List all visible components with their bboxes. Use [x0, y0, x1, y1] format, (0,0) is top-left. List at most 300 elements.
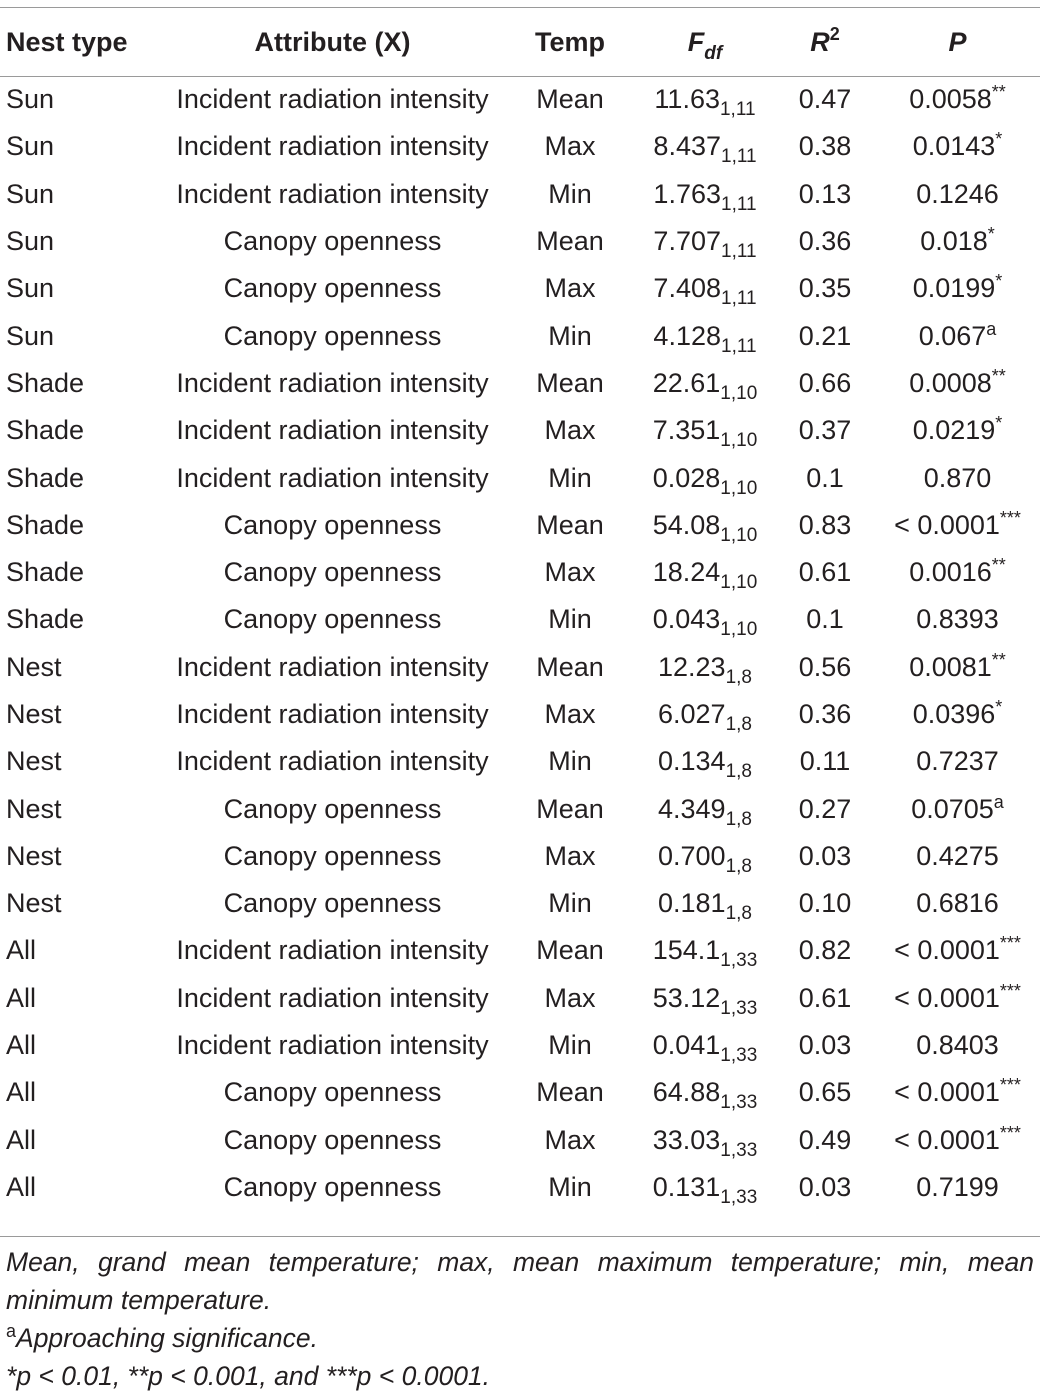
- cell-f: [635, 454, 775, 501]
- table-body: [0, 76, 1040, 1211]
- f-value: 0.041: [652, 1030, 721, 1061]
- r2-value: 0.1: [806, 604, 844, 635]
- cell-f: [635, 123, 775, 170]
- header-f-sub: df: [704, 42, 723, 64]
- p-significance: a: [986, 318, 997, 339]
- f-value: 0.131: [652, 1171, 721, 1202]
- cell-nest-type: [0, 312, 160, 359]
- cell-p: [875, 833, 1040, 880]
- cell-temp: [505, 1117, 635, 1164]
- f-df: 1,10: [720, 524, 758, 546]
- cell-nest-type: [0, 975, 160, 1022]
- cell-r2: [775, 549, 875, 596]
- nest-type-text: Nest: [6, 746, 62, 777]
- cell-p: [875, 691, 1040, 738]
- cell-attribute: [160, 312, 505, 359]
- cell-p: [875, 1069, 1040, 1116]
- r2-value: 0.61: [798, 982, 852, 1013]
- p-significance: ***: [999, 933, 1021, 954]
- cell-r2: [775, 454, 875, 501]
- p-value: 0.0008: [909, 367, 992, 398]
- cell-attribute: [160, 1117, 505, 1164]
- cell-nest-type: [0, 407, 160, 454]
- temp-text: Max: [544, 273, 596, 304]
- temp-text: Min: [548, 604, 592, 635]
- p-significance: **: [991, 365, 1006, 386]
- r2-value: 0.10: [798, 888, 852, 919]
- cell-nest-type: [0, 549, 160, 596]
- header-attribute: Attribute (X): [254, 26, 411, 57]
- cell-p: [875, 1117, 1040, 1164]
- attribute-text: Canopy openness: [223, 793, 442, 824]
- table-row: [0, 833, 1040, 880]
- f-value: 64.88: [652, 1077, 721, 1108]
- header-row: [0, 8, 1040, 76]
- cell-r2: [775, 1069, 875, 1116]
- cell-f: [635, 76, 775, 123]
- p-value: 0.067: [918, 320, 987, 351]
- f-df: 1,11: [721, 193, 757, 215]
- p-value: 0.0396: [912, 699, 996, 729]
- attribute-text: Canopy openness: [223, 273, 442, 304]
- p-value: < 0.0001: [894, 982, 1000, 1013]
- cell-temp: [505, 880, 635, 927]
- cell-f: [635, 738, 775, 785]
- r2-value: 0.61: [798, 557, 852, 588]
- cell-p: [875, 738, 1040, 785]
- cell-r2: [775, 975, 875, 1022]
- cell-nest-type: [0, 785, 160, 832]
- cell-f: [635, 407, 775, 454]
- table-row: [0, 265, 1040, 312]
- temp-text: Max: [544, 415, 596, 446]
- f-value: 7.707: [653, 226, 721, 257]
- r2-value: 0.13: [798, 178, 852, 209]
- cell-temp: [505, 927, 635, 974]
- cell-f: [635, 1069, 775, 1116]
- cell-f: [635, 644, 775, 691]
- cell-f: [635, 171, 775, 218]
- cell-r2: [775, 1022, 875, 1069]
- cell-r2: [775, 407, 875, 454]
- table-row: [0, 596, 1040, 643]
- cell-temp: [505, 265, 635, 312]
- cell-temp: [505, 738, 635, 785]
- bottom-rule: [0, 1236, 1040, 1237]
- cell-temp: [505, 596, 635, 643]
- cell-p: [875, 785, 1040, 832]
- cell-temp: [505, 1022, 635, 1069]
- temp-text: Max: [544, 557, 596, 588]
- nest-type-text: Nest: [6, 793, 62, 824]
- f-df: 1,8: [725, 714, 752, 735]
- nest-type-text: Shade: [6, 415, 85, 446]
- cell-nest-type: [0, 927, 160, 974]
- table-row: [0, 1069, 1040, 1116]
- p-value: 0.1246: [916, 178, 999, 209]
- cell-p: [875, 927, 1040, 974]
- cell-attribute: [160, 596, 505, 643]
- p-significance: ***: [999, 507, 1021, 528]
- cell-r2: [775, 833, 875, 880]
- p-significance: **: [991, 649, 1006, 670]
- p-value: 0.870: [923, 462, 992, 493]
- cell-r2: [775, 312, 875, 359]
- cell-nest-type: [0, 644, 160, 691]
- cell-r2: [775, 502, 875, 549]
- nest-type-text: Nest: [6, 699, 62, 729]
- temp-text: Min: [548, 320, 592, 351]
- temp-text: Min: [548, 462, 592, 493]
- header-r-main: R: [810, 26, 830, 57]
- attribute-text: Canopy openness: [223, 320, 442, 351]
- temp-text: Mean: [536, 84, 604, 115]
- header-f: [635, 8, 775, 76]
- r2-value: 0.03: [798, 840, 852, 871]
- cell-attribute: [160, 123, 505, 170]
- p-significance: ***: [999, 1075, 1021, 1096]
- attribute-text: Canopy openness: [223, 557, 442, 588]
- f-value: 0.700: [658, 840, 726, 871]
- f-df: 1,33: [720, 1139, 758, 1161]
- cell-r2: [775, 738, 875, 785]
- cell-p: [875, 502, 1040, 549]
- nest-type-text: All: [6, 1124, 37, 1155]
- attribute-text: Canopy openness: [223, 226, 442, 257]
- cell-attribute: [160, 975, 505, 1022]
- f-df: 1,10: [720, 572, 758, 594]
- header-nest-type: Nest type: [6, 26, 128, 57]
- nest-type-text: Sun: [6, 178, 55, 209]
- r2-value: 0.36: [798, 699, 852, 729]
- cell-r2: [775, 360, 875, 407]
- attribute-text: Canopy openness: [223, 1124, 442, 1155]
- nest-type-text: Shade: [6, 604, 85, 635]
- r2-value: 0.03: [798, 1171, 852, 1202]
- cell-r2: [775, 171, 875, 218]
- table-row: [0, 1164, 1040, 1211]
- cell-nest-type: [0, 596, 160, 643]
- p-significance: *: [995, 271, 1003, 292]
- cell-f: [635, 1022, 775, 1069]
- header-p: [875, 8, 1040, 76]
- temp-text: Min: [548, 888, 592, 919]
- r2-value: 0.56: [798, 651, 852, 682]
- temp-text: Min: [548, 178, 592, 209]
- cell-f: [635, 927, 775, 974]
- attribute-text: Canopy openness: [223, 1077, 442, 1108]
- table-row: [0, 785, 1040, 832]
- cell-nest-type: [0, 123, 160, 170]
- nest-type-text: Sun: [6, 320, 55, 351]
- cell-attribute: [160, 549, 505, 596]
- temp-text: Max: [544, 982, 596, 1013]
- p-value: < 0.0001: [894, 1077, 1000, 1108]
- f-value: 11.63: [654, 84, 720, 115]
- f-df: 1,8: [725, 666, 752, 688]
- f-value: 53.12: [652, 982, 721, 1013]
- cell-nest-type: [0, 1022, 160, 1069]
- attribute-text: Canopy openness: [223, 509, 442, 540]
- table-row: [0, 407, 1040, 454]
- cell-attribute: [160, 644, 505, 691]
- p-significance: *: [995, 129, 1003, 150]
- cell-r2: [775, 596, 875, 643]
- attribute-text: Incident radiation intensity: [176, 178, 489, 209]
- attribute-text: Incident radiation intensity: [176, 651, 489, 682]
- f-df: 1,8: [725, 855, 752, 877]
- f-df: 1,10: [720, 382, 758, 404]
- nest-type-text: Sun: [6, 131, 55, 162]
- cell-attribute: [160, 407, 505, 454]
- nest-type-text: All: [6, 1030, 37, 1061]
- attribute-text: Incident radiation intensity: [176, 462, 489, 493]
- r2-value: 0.36: [798, 226, 852, 257]
- temp-text: Mean: [536, 226, 604, 257]
- f-value: 18.24: [652, 557, 721, 588]
- attribute-text: Incident radiation intensity: [176, 84, 489, 115]
- table-row: [0, 502, 1040, 549]
- r2-value: 0.27: [798, 793, 852, 824]
- p-value: 0.7237: [916, 746, 999, 777]
- cell-temp: [505, 785, 635, 832]
- f-df: 1,33: [720, 1186, 758, 1208]
- p-significance: ***: [999, 1122, 1021, 1143]
- cell-nest-type: [0, 454, 160, 501]
- cell-f: [635, 265, 775, 312]
- nest-type-text: Nest: [6, 888, 62, 919]
- cell-temp: [505, 691, 635, 738]
- temp-text: Mean: [536, 935, 604, 966]
- nest-type-text: Sun: [6, 84, 55, 115]
- nest-type-text: Nest: [6, 840, 62, 871]
- f-df: 1,8: [725, 808, 752, 830]
- table-row: [0, 123, 1040, 170]
- cell-r2: [775, 218, 875, 265]
- temp-text: Mean: [536, 509, 604, 540]
- cell-f: [635, 1117, 775, 1164]
- p-value: 0.0705: [911, 793, 994, 824]
- cell-temp: [505, 1164, 635, 1211]
- cell-f: [635, 360, 775, 407]
- temp-text: Min: [548, 1030, 592, 1061]
- temp-text: Max: [544, 840, 596, 871]
- header-p-main: P: [948, 26, 967, 57]
- cell-r2: [775, 785, 875, 832]
- p-value: 0.0143: [912, 131, 996, 162]
- cell-temp: [505, 312, 635, 359]
- cell-attribute: [160, 454, 505, 501]
- p-value: 0.7199: [916, 1171, 999, 1202]
- f-df: 1,11: [721, 288, 757, 310]
- f-df: 1,11: [721, 146, 757, 168]
- p-significance: *: [987, 224, 995, 245]
- cell-temp: [505, 549, 635, 596]
- temp-text: Max: [544, 1124, 596, 1155]
- cell-p: [875, 218, 1040, 265]
- cell-temp: [505, 218, 635, 265]
- temp-text: Min: [548, 746, 592, 777]
- attribute-text: Incident radiation intensity: [176, 982, 489, 1013]
- f-df: 1,33: [720, 1045, 758, 1067]
- attribute-text: Canopy openness: [223, 604, 442, 635]
- cell-nest-type: [0, 1164, 160, 1211]
- cell-p: [875, 312, 1040, 359]
- cell-f: [635, 312, 775, 359]
- f-df: 1,8: [725, 903, 752, 925]
- footnote-approaching: [6, 1319, 1034, 1357]
- temp-text: Mean: [536, 1077, 604, 1108]
- temp-text: Max: [544, 131, 596, 162]
- nest-type-text: Sun: [6, 226, 55, 257]
- cell-p: [875, 407, 1040, 454]
- cell-temp: [505, 975, 635, 1022]
- cell-attribute: [160, 1069, 505, 1116]
- cell-attribute: [160, 1164, 505, 1211]
- cell-attribute: [160, 502, 505, 549]
- table-row: [0, 360, 1040, 407]
- cell-f: [635, 975, 775, 1022]
- r2-value: 0.83: [798, 509, 852, 540]
- f-value: 0.028: [652, 462, 721, 493]
- r2-value: 0.47: [798, 84, 852, 115]
- temp-text: Max: [544, 699, 596, 729]
- f-df: 1,11: [721, 241, 757, 263]
- cell-f: [635, 549, 775, 596]
- f-value: 54.08: [652, 509, 721, 540]
- regression-table: [0, 8, 1040, 1211]
- f-value: 8.437: [653, 131, 721, 162]
- p-value: 0.0081: [909, 651, 992, 682]
- table-footnotes: [6, 1243, 1034, 1395]
- p-value: 0.0219: [912, 415, 996, 446]
- f-value: 6.027: [658, 699, 726, 729]
- p-value: 0.0058: [909, 84, 992, 115]
- nest-type-text: Shade: [6, 367, 85, 398]
- f-df: 1,33: [720, 997, 758, 1019]
- attribute-text: Incident radiation intensity: [176, 746, 489, 777]
- cell-p: [875, 880, 1040, 927]
- cell-nest-type: [0, 833, 160, 880]
- cell-nest-type: [0, 360, 160, 407]
- cell-r2: [775, 1117, 875, 1164]
- cell-p: [875, 1022, 1040, 1069]
- cell-nest-type: [0, 502, 160, 549]
- f-value: 22.61: [652, 367, 721, 398]
- r2-value: 0.1: [806, 462, 844, 493]
- cell-f: [635, 502, 775, 549]
- cell-temp: [505, 407, 635, 454]
- p-value: 0.4275: [916, 840, 999, 871]
- cell-temp: [505, 123, 635, 170]
- header-f-main: F: [687, 26, 705, 57]
- cell-r2: [775, 265, 875, 312]
- p-value: 0.8393: [916, 604, 999, 635]
- table-row: [0, 312, 1040, 359]
- header-temp: Temp: [534, 26, 605, 57]
- nest-type-text: Shade: [6, 557, 85, 588]
- nest-type-text: All: [6, 935, 37, 966]
- cell-f: [635, 1164, 775, 1211]
- cell-attribute: [160, 833, 505, 880]
- r2-value: 0.38: [798, 131, 852, 162]
- cell-nest-type: [0, 880, 160, 927]
- cell-p: [875, 123, 1040, 170]
- cell-p: [875, 596, 1040, 643]
- f-value: 12.23: [658, 651, 726, 682]
- cell-f: [635, 596, 775, 643]
- r2-value: 0.82: [798, 935, 852, 966]
- cell-p: [875, 1164, 1040, 1211]
- footnote-approach-mark: a: [6, 1321, 17, 1341]
- p-value: 0.8403: [916, 1030, 999, 1061]
- cell-p: [875, 76, 1040, 123]
- p-value: < 0.0001: [894, 509, 1000, 540]
- cell-attribute: [160, 691, 505, 738]
- cell-r2: [775, 880, 875, 927]
- cell-f: [635, 218, 775, 265]
- f-df: 1,33: [720, 950, 758, 972]
- table-row: [0, 644, 1040, 691]
- temp-text: Mean: [536, 793, 604, 824]
- p-value: 0.0016: [909, 557, 992, 588]
- cell-temp: [505, 171, 635, 218]
- p-value: 0.018: [920, 226, 988, 257]
- f-value: 7.351: [652, 415, 721, 446]
- cell-attribute: [160, 265, 505, 312]
- attribute-text: Canopy openness: [223, 1171, 442, 1202]
- cell-attribute: [160, 880, 505, 927]
- cell-attribute: [160, 927, 505, 974]
- r2-value: 0.21: [798, 320, 852, 351]
- attribute-text: Canopy openness: [223, 840, 442, 871]
- f-df: 1,10: [720, 619, 758, 641]
- f-value: 0.043: [652, 604, 721, 635]
- f-df: 1,8: [725, 761, 752, 783]
- cell-f: [635, 691, 775, 738]
- r2-value: 0.03: [798, 1030, 852, 1061]
- temp-text: Mean: [536, 651, 604, 682]
- cell-f: [635, 785, 775, 832]
- table-row: [0, 975, 1040, 1022]
- table-row: [0, 1117, 1040, 1164]
- cell-attribute: [160, 76, 505, 123]
- table-row: [0, 691, 1040, 738]
- r2-value: 0.49: [798, 1124, 852, 1155]
- table-row: [0, 880, 1040, 927]
- table-row: [0, 1022, 1040, 1069]
- cell-p: [875, 360, 1040, 407]
- p-significance: a: [993, 791, 1004, 812]
- p-significance: **: [991, 555, 1006, 576]
- f-value: 7.408: [653, 273, 721, 304]
- nest-type-text: All: [6, 982, 37, 1013]
- cell-r2: [775, 927, 875, 974]
- table-row: [0, 927, 1040, 974]
- cell-r2: [775, 644, 875, 691]
- nest-type-text: All: [6, 1171, 37, 1202]
- cell-nest-type: [0, 76, 160, 123]
- cell-nest-type: [0, 171, 160, 218]
- f-df: 1,33: [720, 1092, 758, 1114]
- table-row: [0, 549, 1040, 596]
- r2-value: 0.35: [798, 273, 852, 304]
- cell-attribute: [160, 171, 505, 218]
- cell-r2: [775, 691, 875, 738]
- nest-type-text: Shade: [6, 509, 85, 540]
- cell-attribute: [160, 218, 505, 265]
- f-df: 1,10: [720, 430, 758, 452]
